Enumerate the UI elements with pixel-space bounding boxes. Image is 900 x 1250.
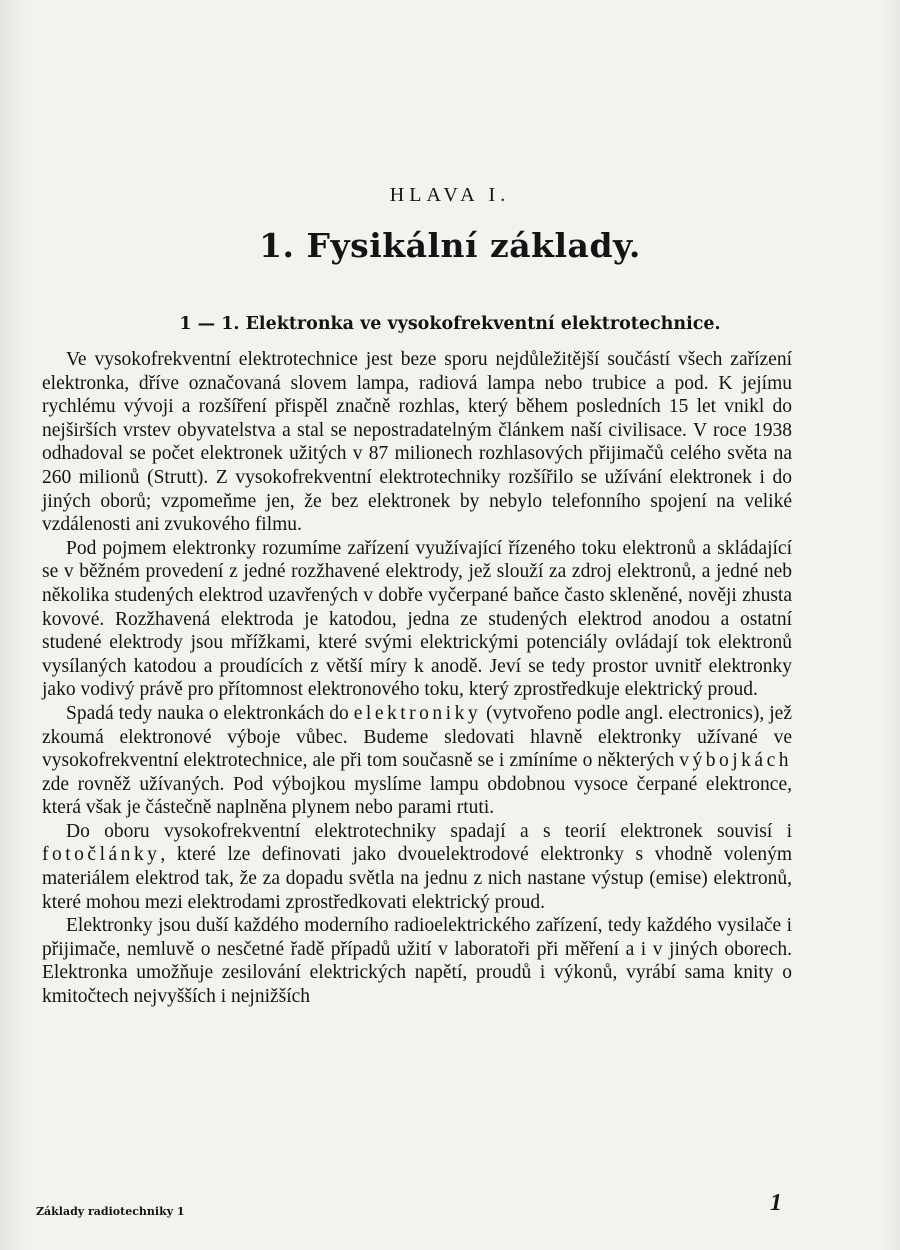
paragraph-1: Ve vysokofrekventní elektrotechnice jest beze sporu nejdůležitější součástí všech zařízení elektronka, dříve označovaná slovem lampa, radiová lampa nebo trubice a pod. K jejímu rychlému vývoji a rozšíření přispěl značně rozhlas, který během posledních 15 let vnikl do nejširších vrstev obyvatelstva a stal se nepostradatelným článkem naší civilisace. V roce 1938 odhadoval se počet elektronek užitých v 87 milionech rozhlasových přijimačů celého světa na 260 milionů (Strutt). Z vysokofrekventní elektrotechniky rozšířilo se užívání elektronek i do jiných oborů; vzpomeňme jen, že bez elektronek by nebylo telefonního spojení na veliké vzdálenosti ani zvukového filmu. bbox=[42, 349, 792, 536]
term-elektroniky: elektroniky bbox=[353, 702, 482, 724]
paragraph-4-part-2: , které lze definovati jako dvouelektrodové elektronky s vhodně voleným materiálem elektrod tak, že za dopadu světla na jednu z nich nastane výstup (emise) elektronů, které mohou mezi elektrodami zprostředkovati elektrický proud. bbox=[42, 844, 792, 913]
chapter-title: 1. Fysikální základy. bbox=[259, 226, 641, 265]
paragraph-3 bbox=[42, 702, 792, 820]
page-number: 1 bbox=[770, 1190, 782, 1216]
term-vybojkach: výbojkách bbox=[679, 750, 792, 772]
footer-signature: Základy radiotechniky 1 bbox=[36, 1205, 185, 1218]
chapter-label: HLAVA I. bbox=[389, 184, 511, 206]
paragraph-3-part-2: (vytvořeno podle angl. electronics), jež zkoumá elektronové výboje vůbec. Budeme sledovati hlavně elektronky užívané ve vysokofrekventní elektrotechnice, ale při tom současně se i zmíníme o některých bbox=[42, 702, 792, 772]
term-fotoclanky: fotočlánky bbox=[42, 844, 161, 866]
paragraph-2: Pod pojmem elektronky rozumíme zařízení využívající řízeného toku elektronů a skládající se v běžném provedení z jedné rozžhavené elektrody, jež slouží za zdroj elektronů, a jedné neb několika studených elektrod uzavřených v dobře vyčerpané baňce často skleněné, nověji zhusta kovové. Rozžhavená elektroda je katodou, jedna ze studených elektrod anodou a ostatní studené elektrody jsou mřížkami, které svými elektrickými potenciály ovládají tok elektronů vysílaných katodou a proudících z větší míry k anodě. Jeví se tedy prostor uvnitř elektronky jako vodivý právě pro přítomnost elektronového toku, který zprostředkuje elektrický proud. bbox=[42, 537, 792, 701]
body-text bbox=[42, 348, 792, 1009]
section-heading: 1 — 1. Elektronka ve vysokofrekventní elektrotechnice. bbox=[179, 314, 721, 334]
paragraph-4-part-1: Do oboru vysokofrekventní elektrotechniky spadají a s teorií elektronek souvisí i bbox=[66, 820, 792, 842]
paragraph-3-part-1: Spadá tedy nauka o elektronkách do bbox=[66, 702, 354, 724]
paragraph-3-part-3: zde rovněž užívaných. Pod výbojkou myslíme lampu obdobnou vysoce čerpané elektronce, která však je částečně naplněna plynem nebo parami rtuti. bbox=[42, 773, 792, 819]
paragraph-4 bbox=[42, 820, 792, 914]
paragraph-5: Elektronky jsou duší každého moderního radioelektrického zařízení, tedy každého vysilače i přijimače, nemluvě o nesčetné řadě případů užití v laboratoři při měření a i v jiných oborech. Elektronka umožňuje zesilování elektrických napětí, proudů i výkonů, vyrábí sama knity o kmitočtech nejvyšších i nejnižších bbox=[42, 915, 792, 1008]
